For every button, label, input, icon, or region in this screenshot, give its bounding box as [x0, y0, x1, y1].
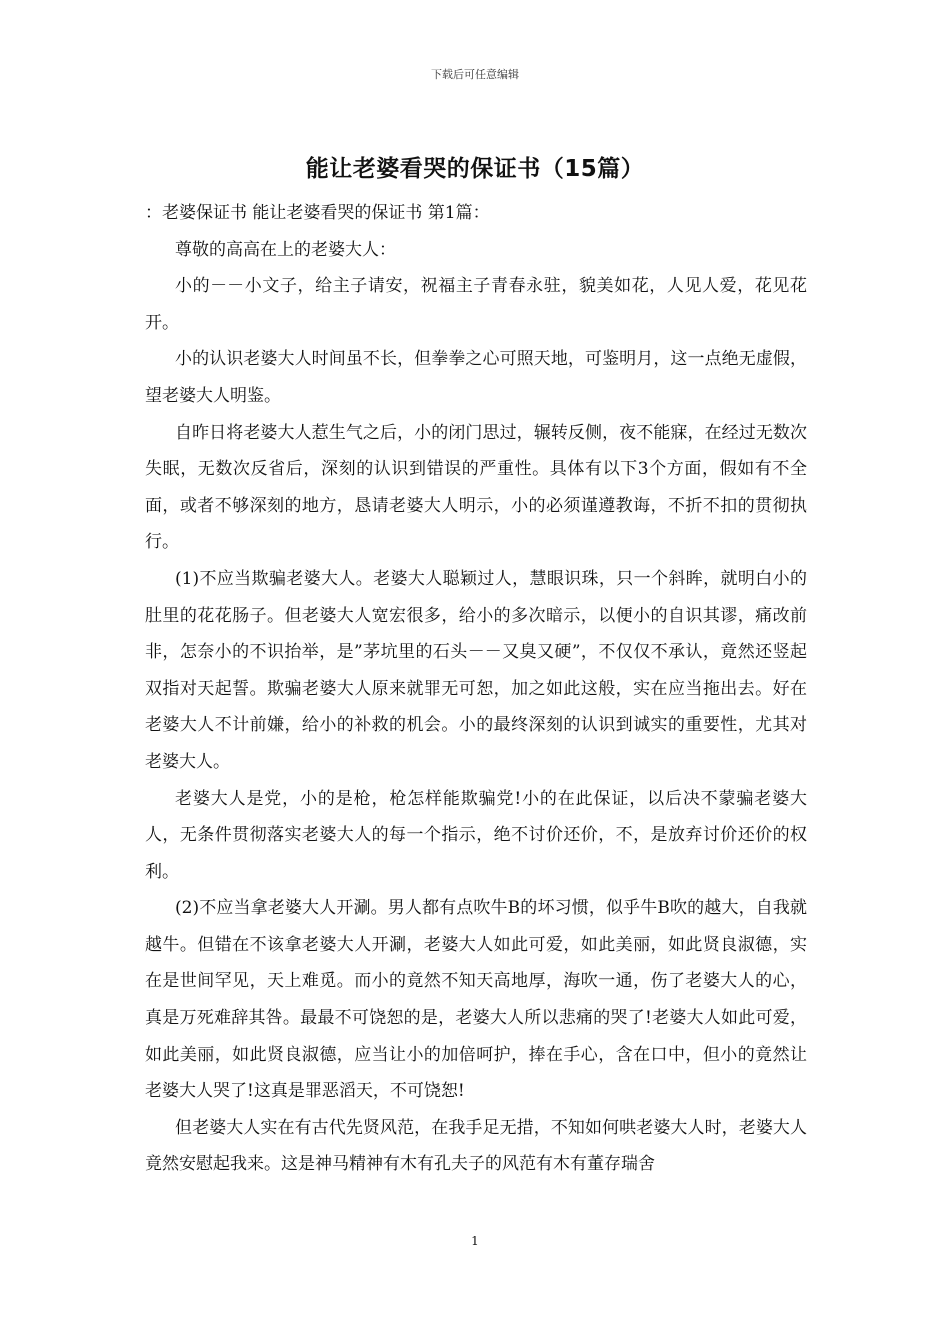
- paragraph: 小的－－小文子，给主子请安，祝福主子青春永驻，貌美如花，人见人爱，花见花开。: [145, 276, 807, 333]
- page-title: 能让老婆看哭的保证书（15篇）: [305, 156, 645, 182]
- paragraph: 小的认识老婆大人时间虽不长，但拳拳之心可照天地，可鉴明月，这一点绝无虚假，望老婆大人明鉴。: [145, 349, 807, 406]
- paragraph: 自昨日将老婆大人惹生气之后，小的闭门思过，辗转反侧，夜不能寐，在经过无数次失眠，无数次反省后，深刻的认识到错误的严重性。具体有以下3个方面，假如有不全面，或者不够深刻的地方，恳请老婆大人明示，小的必须谨遵教诲，不折不扣的贯彻执行。: [145, 422, 807, 553]
- document-body: [145, 195, 807, 1183]
- header-note: 下载后可任意编辑: [431, 68, 519, 81]
- section-subtitle: ：老婆保证书 能让老婆看哭的保证书 第1篇：: [145, 203, 490, 223]
- paragraph-salutation: 尊敬的高高在上的老婆大人：: [175, 239, 396, 260]
- paragraph: 老婆大人是党，小的是枪，枪怎样能欺骗党!小的在此保证，以后决不蒙骗老婆大人，无条件贯彻落实老婆大人的每一个指示，绝不讨价还价，不，是放弃讨价还价的权利。: [145, 788, 807, 882]
- page-number: 1: [471, 1234, 479, 1248]
- paragraph: 但老婆大人实在有古代先贤风范，在我手足无措，不知如何哄老婆大人时，老婆大人竟然安慰起我来。这是神马精神有木有孔夫子的风范有木有董存瑞舍: [145, 1117, 807, 1175]
- paragraph: (1)不应当欺骗老婆大人。老婆大人聪颖过人，慧眼识珠，只一个斜眸，就明白小的肚里的花花肠子。但老婆大人宽宏很多，给小的多次暗示，以便小的自识其谬，痛改前非，怎奈小的不识抬举，是”茅坑里的石头－－又臭又硬”，不仅仅不承认，竟然还竖起双指对天起誓。欺骗老婆大人原来就罪无可恕，加之如此这般，实在应当拖出去。好在老婆大人不计前嫌，给小的补救的机会。小的最终深刻的认识到诚实的重要性，尤其对老婆大人。: [145, 568, 807, 772]
- paragraph: (2)不应当拿老婆大人开涮。男人都有点吹牛B的坏习惯，似乎牛B吹的越大，自我就越牛。但错在不该拿老婆大人开涮，老婆大人如此可爱，如此美丽，如此贤良淑德，实在是世间罕见，天上难觅。而小的竟然不知天高地厚，海吹一通，伤了老婆大人的心，真是万死难辞其咎。最最不可饶恕的是，老婆大人所以悲痛的哭了!老婆大人如此可爱，如此美丽，如此贤良淑德，应当让小的加倍呵护，捧在手心，含在口中，但小的竟然让老婆大人哭了!这真是罪恶滔天，不可饶恕!: [145, 898, 807, 1102]
